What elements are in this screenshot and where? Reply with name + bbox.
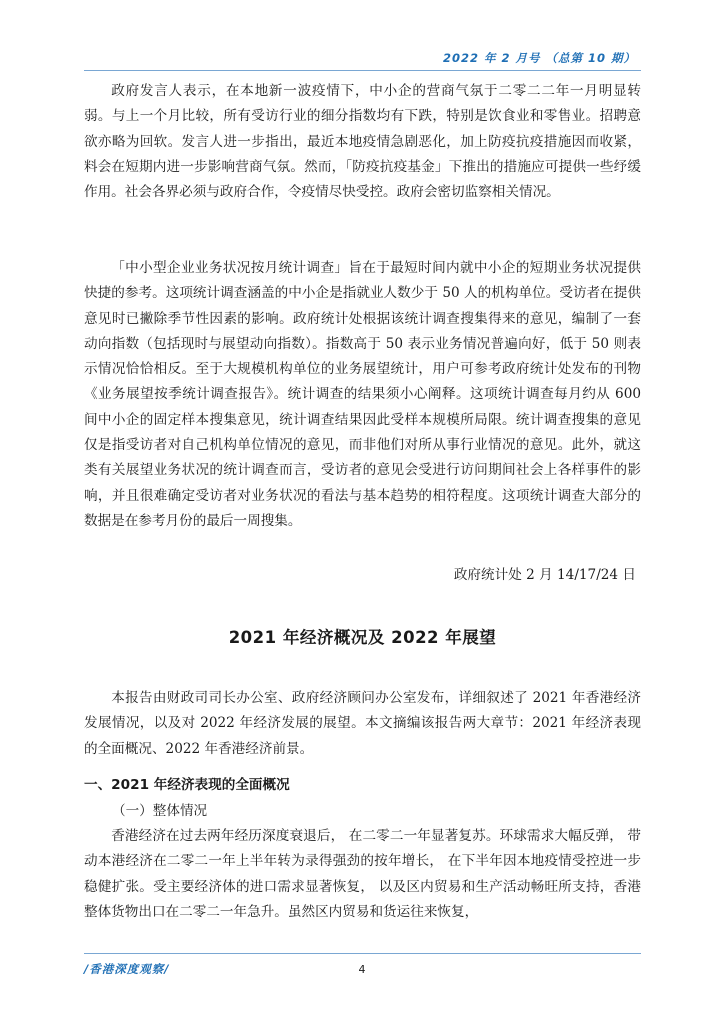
- header-divider: [84, 70, 641, 71]
- footer-divider: [84, 953, 641, 954]
- article1-source: 政府统计处 2 月 14/17/24 日: [453, 567, 636, 583]
- article2-body: 香港经济在过去两年经历深度衰退后， 在二零二一年显著复苏。环球需求大幅反弹， 带动本港经济在二零二一年上半年转为录得强劲的按年增长， 在下半年因本地疫情受控进一步稳健扩张。受主要经济体的进口需求显著恢复， 以及区内贸易和生产活动畅旺所支持，香港整体货物出口在二零二一年急升。虽然区内贸易和货运往来恢复，: [84, 828, 641, 920]
- section-heading: 一、2021 年经济表现的全面概况: [84, 777, 290, 793]
- subsection-heading: （一）整体情况: [112, 803, 208, 819]
- issue-label: 2022 年 2 月号 （总第 10 期）: [442, 51, 636, 65]
- article2-title: 2021 年经济概况及 2022 年展望: [228, 628, 497, 647]
- article2-intro: 本报告由财政司司长办公室、政府经济顾问办公室发布，详细叙述了 2021 年香港经济发展情况，以及对 2022 年经济发展的展望。本文摘编该报告两大章节：2021 年经济表现的全面概况、2022 年香港经济前景。: [84, 690, 641, 757]
- series-label: /香港深度观察/: [84, 962, 170, 976]
- article1-paragraph-2: 「中小型企业业务状况按月统计调查」旨在于最短时间内就中小企的短期业务状况提供快捷的参考。这项统计调查涵盖的中小企是指就业人数少于 50 人的机构单位。受访者在提供意见时已撇除季节性因素的影响。政府统计处根据该统计调查搜集得来的意见，编制了一套动向指数（包括现时与展望动向指数）。指数高于 50 表示业务情况普遍向好，低于 50 则表示情况恰恰相反。至于大规模机构单位的业务展望统计，用户可参考政府统计处发布的刊物《业务展望按季统计调查报告》。统计调查的结果须小心阐释。这项统计调查每月约从 600 间中小企的固定样本搜集意见，统计调查结果因此受样本规模所局限。统计调查搜集的意见仅是指受访者对自己机构单位情况的意见，而非他们对所从事行业情况的意见。此外，就这类有关展望业务状况的统计调查而言，受访者的意见会受进行访问期间社会上各样事件的影响，并且很难确定受访者对业务状况的看法与基本趋势的相符程度。这项统计调查大部分的数据是在参考月份的最后一周搜集。: [84, 260, 641, 529]
- page-number: 4: [358, 963, 366, 976]
- article1-paragraph-1: 政府发言人表示，在本地新一波疫情下，中小企的营商气氛于二零二二年一月明显转弱。与上一个月比较，所有受访行业的细分指数均有下跌，特别是饮食业和零售业。招聘意欲亦略为回软。发言人进一步指出，最近本地疫情急剧恶化，加上防疫抗疫措施因而收紧，料会在短期内进一步影响营商气氛。然而，「防疫抗疫基金」下推出的措施应可提供一些纾缓作用。社会各界必须与政府合作，令疫情尽快受控。政府会密切监察相关情况。: [84, 83, 641, 201]
